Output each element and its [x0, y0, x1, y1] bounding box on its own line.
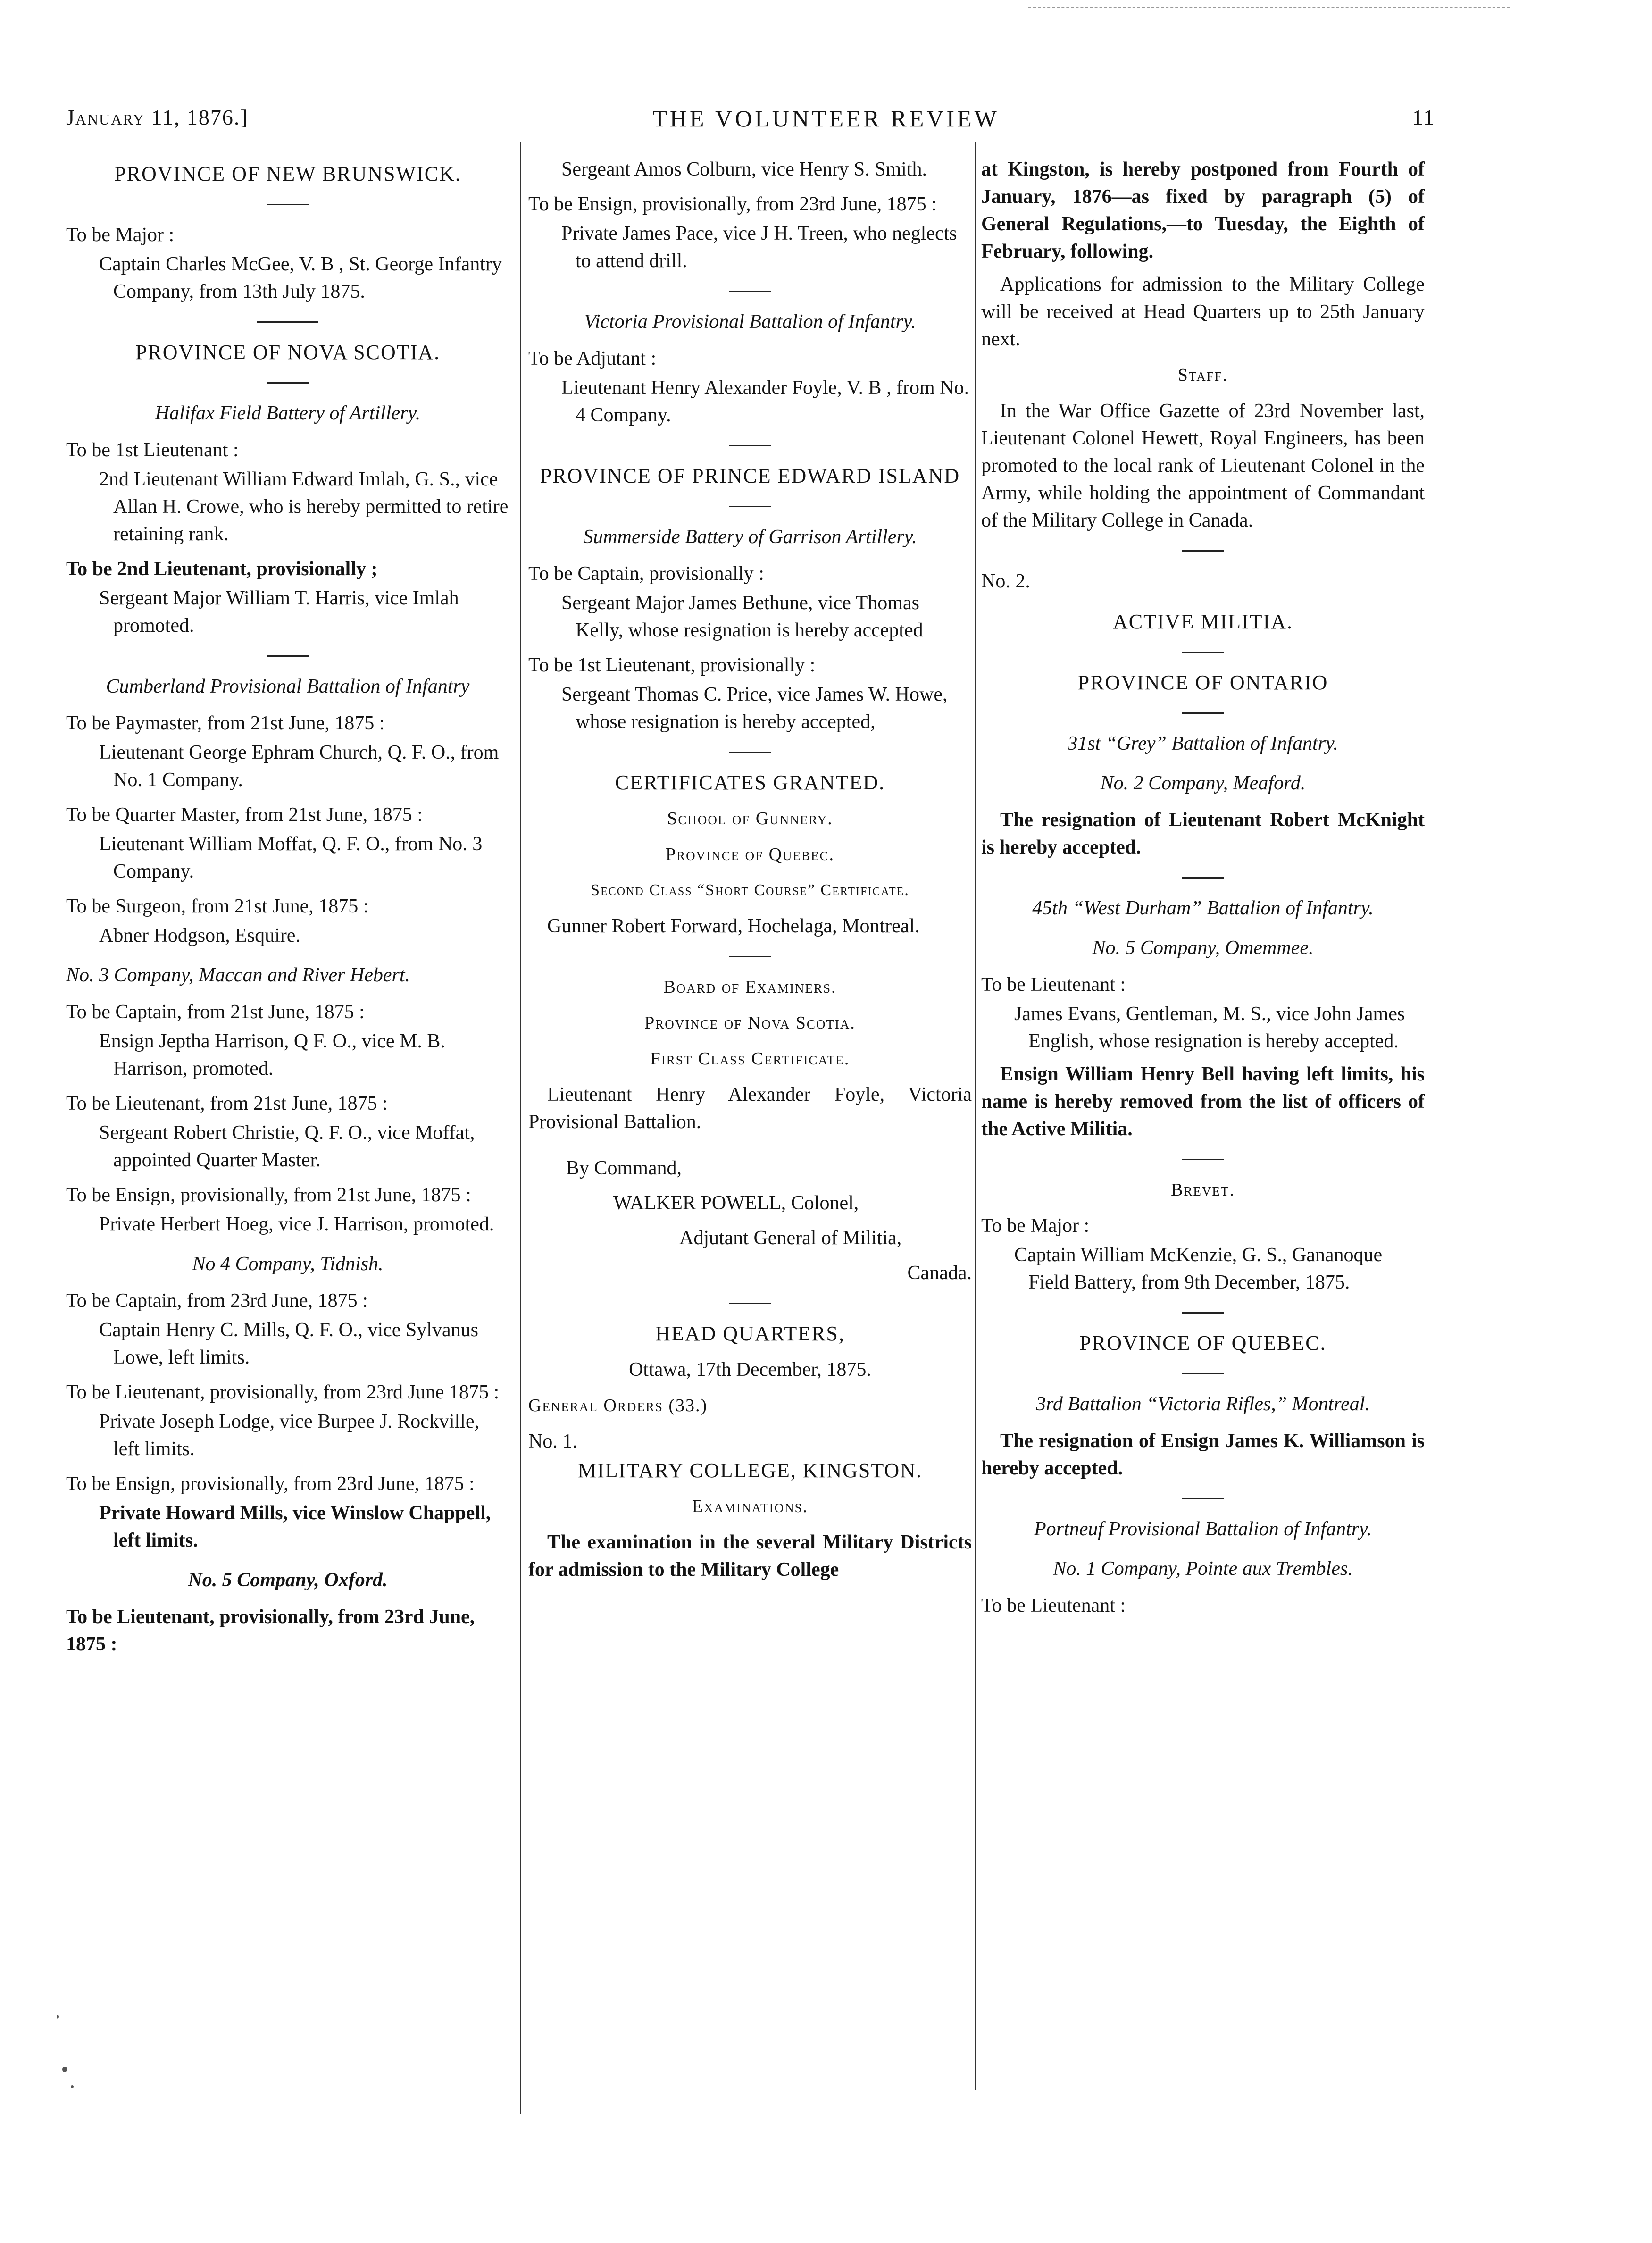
divider — [1182, 877, 1224, 879]
appointment-lead: To be Lieutenant, provisionally, from 23rd June, 1875 : — [66, 1606, 475, 1655]
company-heading: No. 5 Company, Omemmee. — [1092, 937, 1314, 959]
divider — [267, 655, 309, 657]
column-divider — [975, 142, 976, 2090]
divider — [267, 204, 309, 205]
unit-heading: 45th “West Durham” Battalion of Infantry. — [1032, 897, 1374, 919]
unit-heading: Victoria Provisional Battalion of Infantry. — [584, 311, 916, 333]
signature-name: WALKER POWELL, Colonel, — [613, 1192, 859, 1214]
header-title: THE VOLUNTEER REVIEW — [652, 105, 1000, 132]
appointment-lead: To be Lieutenant, provisionally, from 23rd June 1875 : — [66, 1381, 500, 1403]
company-heading: No. 2 Company, Meaford. — [1100, 772, 1306, 794]
body-paragraph: at Kingston, is hereby postponed from Fourth of January, 1876—as fixed by paragraph (5) of General Regulations,—to Tuesday, the Eighth of February, following. — [981, 159, 1425, 262]
body-paragraph: In the War Office Gazette of 23rd November last, Lieutenant Colonel Hewett, Royal Engineers, has been promoted to the local rank of Lieutenant Colonel in the Army, while holding the appointment of Commandant of the Military College in Canada. — [981, 400, 1425, 531]
divider — [729, 956, 771, 957]
unit-heading: Halifax Field Battery of Artillery. — [155, 402, 421, 424]
subheading: Examinations. — [692, 1497, 809, 1516]
appointment-entry: Sergeant Amos Colburn, vice Henry S. Smith. — [561, 159, 927, 180]
subheading: Province of Nova Scotia. — [644, 1013, 856, 1033]
appointment-entry: 2nd Lieutenant William Edward Imlah, G. S., vice Allan H. Crowe, who is hereby permitted to retire retaining rank. — [99, 469, 509, 545]
column-3 — [981, 156, 1425, 1621]
appointment-lead: To be Major : — [981, 1215, 1090, 1237]
section-heading: HEAD QUARTERS, — [655, 1322, 845, 1345]
appointment-entry: Private James Pace, vice J H. Treen, who neglects to attend drill. — [561, 223, 957, 272]
section-heading: PROVINCE OF NOVA SCOTIA. — [135, 341, 441, 364]
divider — [1182, 1159, 1224, 1160]
subheading: Province of Quebec. — [665, 845, 835, 864]
general-orders: General Orders (33.) — [528, 1396, 708, 1415]
divider — [729, 752, 771, 753]
column-divider — [520, 142, 521, 2114]
unit-heading: 31st “Grey” Battalion of Infantry. — [1068, 733, 1338, 754]
subheading: School of Gunnery. — [667, 809, 833, 829]
dateline: Ottawa, 17th December, 1875. — [629, 1359, 871, 1381]
unit-heading: Cumberland Provisional Battalion of Infantry — [106, 676, 470, 697]
order-number: No. 1. — [528, 1431, 577, 1452]
subheading: Board of Examiners. — [663, 977, 837, 997]
scan-speck — [71, 2085, 74, 2088]
scan-speck — [62, 2067, 67, 2072]
appointment-lead: To be Ensign, provisionally, from 21st June, 1875 : — [66, 1184, 471, 1206]
appointment-lead: To be Quarter Master, from 21st June, 1875 : — [66, 804, 423, 826]
appointment-entry: Abner Hodgson, Esquire. — [99, 925, 300, 946]
section-heading: PROVINCE OF PRINCE EDWARD ISLAND — [540, 464, 960, 487]
divider — [729, 291, 771, 292]
appointment-lead: To be Lieutenant : — [981, 1595, 1126, 1616]
header-rule — [66, 141, 1448, 142]
unit-heading: 3rd Battalion “Victoria Rifles,” Montreal. — [1036, 1393, 1370, 1415]
column-1 — [66, 156, 509, 1660]
scan-speck — [57, 2015, 59, 2019]
scan-edge-mark — [1028, 7, 1510, 8]
divider — [267, 382, 309, 384]
body-paragraph: The resignation of Ensign James K. Williamson is hereby accepted. — [981, 1430, 1425, 1479]
body-paragraph: The resignation of Lieutenant Robert McKnight is hereby accepted. — [981, 809, 1425, 858]
appointment-entry: Sergeant Major James Bethune, vice Thomas Kelly, whose resignation is hereby accepted — [561, 592, 923, 641]
appointment-entry: Private Joseph Lodge, vice Burpee J. Rockville, left limits. — [99, 1411, 479, 1460]
divider — [1182, 550, 1224, 552]
appointment-entry: Lieutenant George Ephram Church, Q. F. O., from No. 1 Company. — [99, 742, 499, 791]
order-number: No. 2. — [981, 570, 1030, 592]
appointment-entry: Sergeant Thomas C. Price, vice James W. Howe, whose resignation is hereby accepted, — [561, 684, 948, 733]
signature-place: Canada. — [907, 1262, 972, 1284]
company-heading: No. 1 Company, Pointe aux Trembles. — [1053, 1558, 1353, 1580]
company-heading: No. 3 Company, Maccan and River Hebert. — [66, 964, 410, 986]
subheading: Brevet. — [1171, 1180, 1235, 1200]
divider — [1182, 1498, 1224, 1499]
appointment-lead: To be 1st Lieutenant, provisionally : — [528, 654, 816, 676]
signature-title: Adjutant General of Militia, — [679, 1227, 902, 1249]
appointment-lead: To be 2nd Lieutenant, provisionally ; — [66, 558, 378, 580]
header-date: January 11, 1876.] — [66, 105, 249, 129]
appointment-entry: Captain Henry C. Mills, Q. F. O., vice Sylvanus Lowe, left limits. — [99, 1319, 478, 1368]
appointment-lead: To be Captain, provisionally : — [528, 563, 764, 585]
header-page-number: 11 — [1412, 105, 1435, 129]
appointment-entry: Sergeant Major William T. Harris, vice Imlah promoted. — [99, 587, 459, 636]
section-heading: ACTIVE MILITIA. — [1113, 610, 1293, 633]
section-heading: PROVINCE OF ONTARIO — [1077, 671, 1328, 694]
divider — [729, 506, 771, 507]
appointment-lead: To be Major : — [66, 224, 175, 246]
subheading: First Class Certificate. — [650, 1049, 850, 1069]
divider — [729, 1303, 771, 1304]
appointment-lead: To be Ensign, provisionally, from 23rd June, 1875 : — [66, 1473, 475, 1495]
body-paragraph: Applications for admission to the Military College will be received at Head Quarters up to 25th January next. — [981, 274, 1425, 350]
divider — [1182, 1373, 1224, 1374]
body-paragraph: The examination in the several Military Districts for admission to the Military College — [528, 1532, 972, 1581]
certificate-entry: Lieutenant Henry Alexander Foyle, Victoria Provisional Battalion. — [528, 1084, 972, 1133]
appointment-entry: James Evans, Gentleman, M. S., vice John James English, whose resignation is hereby accepted. — [1014, 1003, 1405, 1052]
section-heading: CERTIFICATES GRANTED. — [615, 771, 885, 794]
appointment-lead: To be Lieutenant, from 21st June, 1875 : — [66, 1093, 388, 1114]
appointment-entry: Captain William McKenzie, G. S., Gananoque Field Battery, from 9th December, 1875. — [1014, 1244, 1383, 1293]
appointment-entry: Private Howard Mills, vice Winslow Chappell, left limits. — [99, 1502, 491, 1551]
section-heading: PROVINCE OF QUEBEC. — [1079, 1331, 1327, 1355]
signature-line: By Command, — [566, 1157, 682, 1179]
certificate-entry: Gunner Robert Forward, Hochelaga, Montreal. — [547, 915, 920, 937]
divider — [729, 445, 771, 446]
appointment-lead: To be Paymaster, from 21st June, 1875 : — [66, 712, 385, 734]
appointment-entry: Private Herbert Hoeg, vice J. Harrison, promoted. — [99, 1214, 494, 1235]
divider — [1182, 652, 1224, 653]
column-2 — [528, 156, 972, 1589]
appointment-lead: To be Adjutant : — [528, 348, 657, 369]
unit-heading: Portneuf Provisional Battalion of Infantry. — [1034, 1518, 1372, 1540]
appointment-lead: To be Captain, from 23rd June, 1875 : — [66, 1290, 368, 1312]
body-paragraph: Ensign William Henry Bell having left limits, his name is hereby removed from the list of officers of the Active Militia. — [981, 1063, 1425, 1140]
divider — [1182, 1312, 1224, 1314]
appointment-entry: Captain Charles McGee, V. B , St. George Infantry Company, from 13th July 1875. — [99, 253, 502, 302]
appointment-entry: Sergeant Robert Christie, Q. F. O., vice Moffat, appointed Quarter Master. — [99, 1122, 475, 1171]
section-heading: PROVINCE OF NEW BRUNSWICK. — [114, 162, 461, 185]
appointment-lead: To be 1st Lieutenant : — [66, 439, 239, 461]
subheading: Second Class “Short Course” Certificate. — [591, 881, 909, 899]
appointment-lead: To be Ensign, provisionally, from 23rd June, 1875 : — [528, 193, 937, 215]
appointment-lead: To be Lieutenant : — [981, 974, 1126, 996]
section-heading: MILITARY COLLEGE, KINGSTON. — [578, 1459, 922, 1482]
subheading: Staff. — [1177, 365, 1228, 385]
appointment-lead: To be Surgeon, from 21st June, 1875 : — [66, 896, 369, 917]
unit-heading: Summerside Battery of Garrison Artillery. — [583, 526, 917, 548]
appointment-entry: Ensign Jeptha Harrison, Q F. O., vice M. B. Harrison, promoted. — [99, 1030, 445, 1080]
appointment-lead: To be Captain, from 21st June, 1875 : — [66, 1001, 365, 1023]
appointment-entry: Lieutenant Henry Alexander Foyle, V. B , from No. 4 Company. — [561, 377, 969, 426]
appointment-entry: Lieutenant William Moffat, Q. F. O., from No. 3 Company. — [99, 833, 483, 882]
company-heading: No. 5 Company, Oxford. — [188, 1569, 388, 1591]
company-heading: No 4 Company, Tidnish. — [192, 1253, 384, 1275]
divider — [257, 321, 318, 323]
divider — [1182, 712, 1224, 714]
